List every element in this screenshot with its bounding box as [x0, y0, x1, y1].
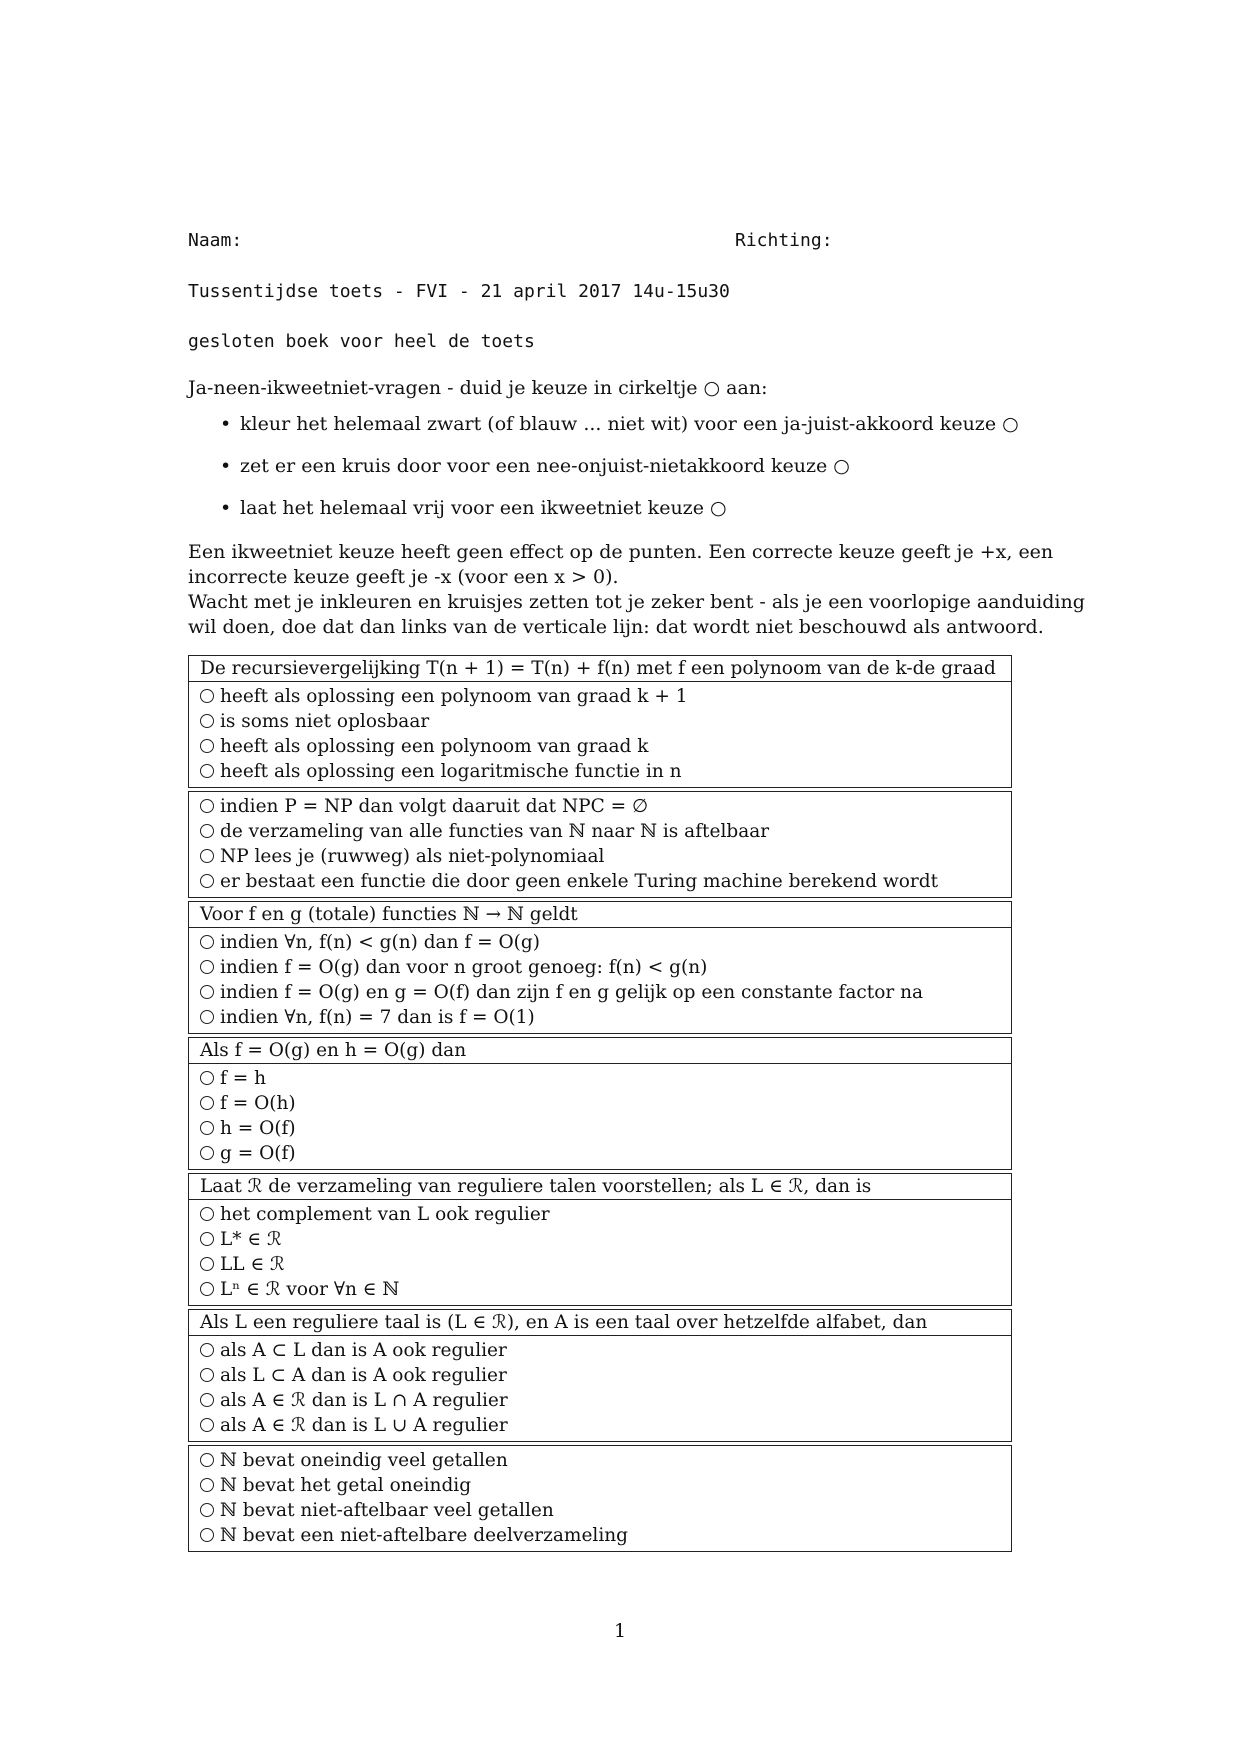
option-row — [200, 955, 1000, 980]
option-text: ℕ bevat het getal oneindig — [220, 1475, 472, 1496]
option-row — [200, 819, 1000, 844]
option-text: g = O(f) — [220, 1143, 296, 1164]
answer-circle-icon[interactable] — [200, 1453, 214, 1467]
answer-circle-icon[interactable] — [200, 1418, 214, 1432]
option-text: het complement van L ook regulier — [220, 1204, 550, 1225]
option-row — [200, 980, 1000, 1005]
question-block — [188, 901, 1012, 1034]
option-text: als A ∈ ℛ dan is L ∪ A regulier — [220, 1415, 508, 1436]
option-text: L* ∈ ℛ — [220, 1229, 282, 1250]
option-row — [200, 1523, 1000, 1548]
question-header: Als f = O(g) en h = O(g) dan — [189, 1038, 1011, 1064]
answer-circle-icon[interactable] — [200, 1282, 214, 1296]
question-block — [188, 655, 1012, 788]
option-row — [200, 684, 1000, 709]
option-row — [200, 1338, 1000, 1363]
option-row — [200, 1388, 1000, 1413]
answer-circle-icon[interactable] — [200, 739, 214, 753]
option-row — [200, 1091, 1000, 1116]
answer-circle-icon[interactable] — [200, 1478, 214, 1492]
answer-circle-icon[interactable] — [200, 1207, 214, 1221]
option-text: indien ∀n, f(n) < g(n) dan f = O(g) — [220, 932, 540, 953]
option-text: f = h — [220, 1068, 267, 1089]
option-text: LL ∈ ℛ — [220, 1254, 285, 1275]
option-text: heeft als oplossing een logaritmische functie in n — [220, 761, 682, 782]
answer-circle-icon[interactable] — [200, 1121, 214, 1135]
option-row — [200, 1448, 1000, 1473]
answer-circle-icon[interactable] — [200, 985, 214, 999]
closed-book-note: gesloten boek voor heel de toets — [188, 331, 535, 352]
answer-circle-icon[interactable] — [200, 714, 214, 728]
question-header: Voor f en g (totale) functies ℕ → ℕ geldt — [189, 902, 1011, 928]
question-block — [188, 791, 1012, 898]
instruction-bullets — [220, 412, 1120, 538]
direction-label: Richting: — [735, 230, 833, 251]
answer-circle-icon[interactable] — [200, 935, 214, 949]
bullet-item: • kleur het helemaal zwart (of blauw ... niet wit) voor een ja-juist-akkoord keuze ○ — [220, 412, 1120, 454]
option-row — [200, 869, 1000, 894]
option-row — [200, 1141, 1000, 1166]
option-text: is soms niet oplosbaar — [220, 711, 430, 732]
answer-circle-icon[interactable] — [200, 1232, 214, 1246]
bullet-item: • laat het helemaal vrij voor een ikweetniet keuze ○ — [220, 496, 1120, 538]
answer-circle-icon[interactable] — [200, 1010, 214, 1024]
option-text: er bestaat een functie die door geen enkele Turing machine berekend wordt — [220, 871, 939, 892]
answer-circle-icon[interactable] — [200, 874, 214, 888]
page-number: 1 — [613, 1620, 627, 1642]
option-row — [200, 1252, 1000, 1277]
question-block — [188, 1309, 1012, 1442]
answer-circle-icon[interactable] — [200, 799, 214, 813]
option-text: Lⁿ ∈ ℛ voor ∀n ∈ ℕ — [220, 1279, 400, 1300]
answer-circle-icon[interactable] — [200, 1503, 214, 1517]
answer-circle-icon[interactable] — [200, 689, 214, 703]
question-block — [188, 1037, 1012, 1170]
scoring-paragraph: Een ikweetniet keuze heeft geen effect op de punten. Een correcte keuze geeft je +x, een incorrecte keuze geeft je -x (voor een x > 0). — [188, 541, 1054, 588]
option-text: NP lees je (ruwweg) als niet-polynomiaal — [220, 846, 605, 867]
option-row — [200, 794, 1000, 819]
answer-circle-icon[interactable] — [200, 824, 214, 838]
answer-circle-icon[interactable] — [200, 1368, 214, 1382]
answer-circle-icon[interactable] — [200, 1096, 214, 1110]
answer-circle-icon[interactable] — [200, 1528, 214, 1542]
name-label: Naam: — [188, 230, 243, 251]
exam-title: Tussentijdse toets - FVI - 21 april 2017 14u-15u30 — [188, 281, 730, 302]
question-header: Laat ℛ de verzameling van reguliere talen voorstellen; als L ∈ ℛ, dan is — [189, 1174, 1011, 1200]
answer-circle-icon[interactable] — [200, 849, 214, 863]
answer-circle-icon[interactable] — [200, 1146, 214, 1160]
option-text: ℕ bevat oneindig veel getallen — [220, 1450, 508, 1471]
answer-circle-icon[interactable] — [200, 960, 214, 974]
option-row — [200, 844, 1000, 869]
answer-circle-icon[interactable] — [200, 764, 214, 778]
option-text: indien f = O(g) en g = O(f) dan zijn f en g gelijk op een constante factor na — [220, 982, 924, 1003]
question-list — [188, 655, 1012, 1555]
option-text: als A ⊂ L dan is A ook regulier — [220, 1340, 507, 1361]
option-row — [200, 930, 1000, 955]
option-text: h = O(f) — [220, 1118, 296, 1139]
option-text: f = O(h) — [220, 1093, 296, 1114]
option-text: als L ⊂ A dan is A ook regulier — [220, 1365, 507, 1386]
option-row — [200, 1363, 1000, 1388]
answer-circle-icon[interactable] — [200, 1343, 214, 1357]
question-block — [188, 1173, 1012, 1306]
answer-circle-icon[interactable] — [200, 1071, 214, 1085]
question-block — [188, 1445, 1012, 1552]
option-row — [200, 1277, 1000, 1302]
answer-circle-icon[interactable] — [200, 1393, 214, 1407]
waiting-paragraph: Wacht met je inkleuren en kruisjes zetten tot je zeker bent - als je een voorlopige aanduiding wil doen, doe dat dan links van de verticale lijn: dat wordt niet beschouwd als antwoord. — [188, 591, 1085, 638]
option-row — [200, 1473, 1000, 1498]
option-row — [200, 1498, 1000, 1523]
option-text: als A ∈ ℛ dan is L ∩ A regulier — [220, 1390, 508, 1411]
answer-circle-icon[interactable] — [200, 1257, 214, 1271]
option-text: heeft als oplossing een polynoom van graad k — [220, 736, 649, 757]
option-text: indien f = O(g) dan voor n groot genoeg: f(n) < g(n) — [220, 957, 708, 978]
option-row — [200, 709, 1000, 734]
option-row — [200, 759, 1000, 784]
bullet-item: • zet er een kruis door voor een nee-onjuist-nietakkoord keuze ○ — [220, 454, 1120, 496]
option-row — [200, 1413, 1000, 1438]
option-row — [200, 734, 1000, 759]
option-row — [200, 1066, 1000, 1091]
option-text: indien ∀n, f(n) = 7 dan is f = O(1) — [220, 1007, 535, 1028]
option-text: ℕ bevat niet-aftelbaar veel getallen — [220, 1500, 554, 1521]
option-row — [200, 1116, 1000, 1141]
instructions-intro: Ja-neen-ikweetniet-vragen - duid je keuze in cirkeltje ○ aan: — [188, 377, 768, 399]
option-text: de verzameling van alle functies van ℕ naar ℕ is aftelbaar — [220, 821, 770, 842]
option-row — [200, 1202, 1000, 1227]
question-header: De recursievergelijking T(n + 1) = T(n) + f(n) met f een polynoom van de k-de graad — [189, 656, 1011, 682]
option-text: ℕ bevat een niet-aftelbare deelverzameling — [220, 1525, 629, 1546]
option-row — [200, 1227, 1000, 1252]
option-text: heeft als oplossing een polynoom van graad k + 1 — [220, 686, 688, 707]
option-text: indien P = NP dan volgt daaruit dat NPC = ∅ — [220, 796, 649, 817]
question-header: Als L een reguliere taal is (L ∈ ℛ), en A is een taal over hetzelfde alfabet, dan — [189, 1310, 1011, 1336]
option-row — [200, 1005, 1000, 1030]
